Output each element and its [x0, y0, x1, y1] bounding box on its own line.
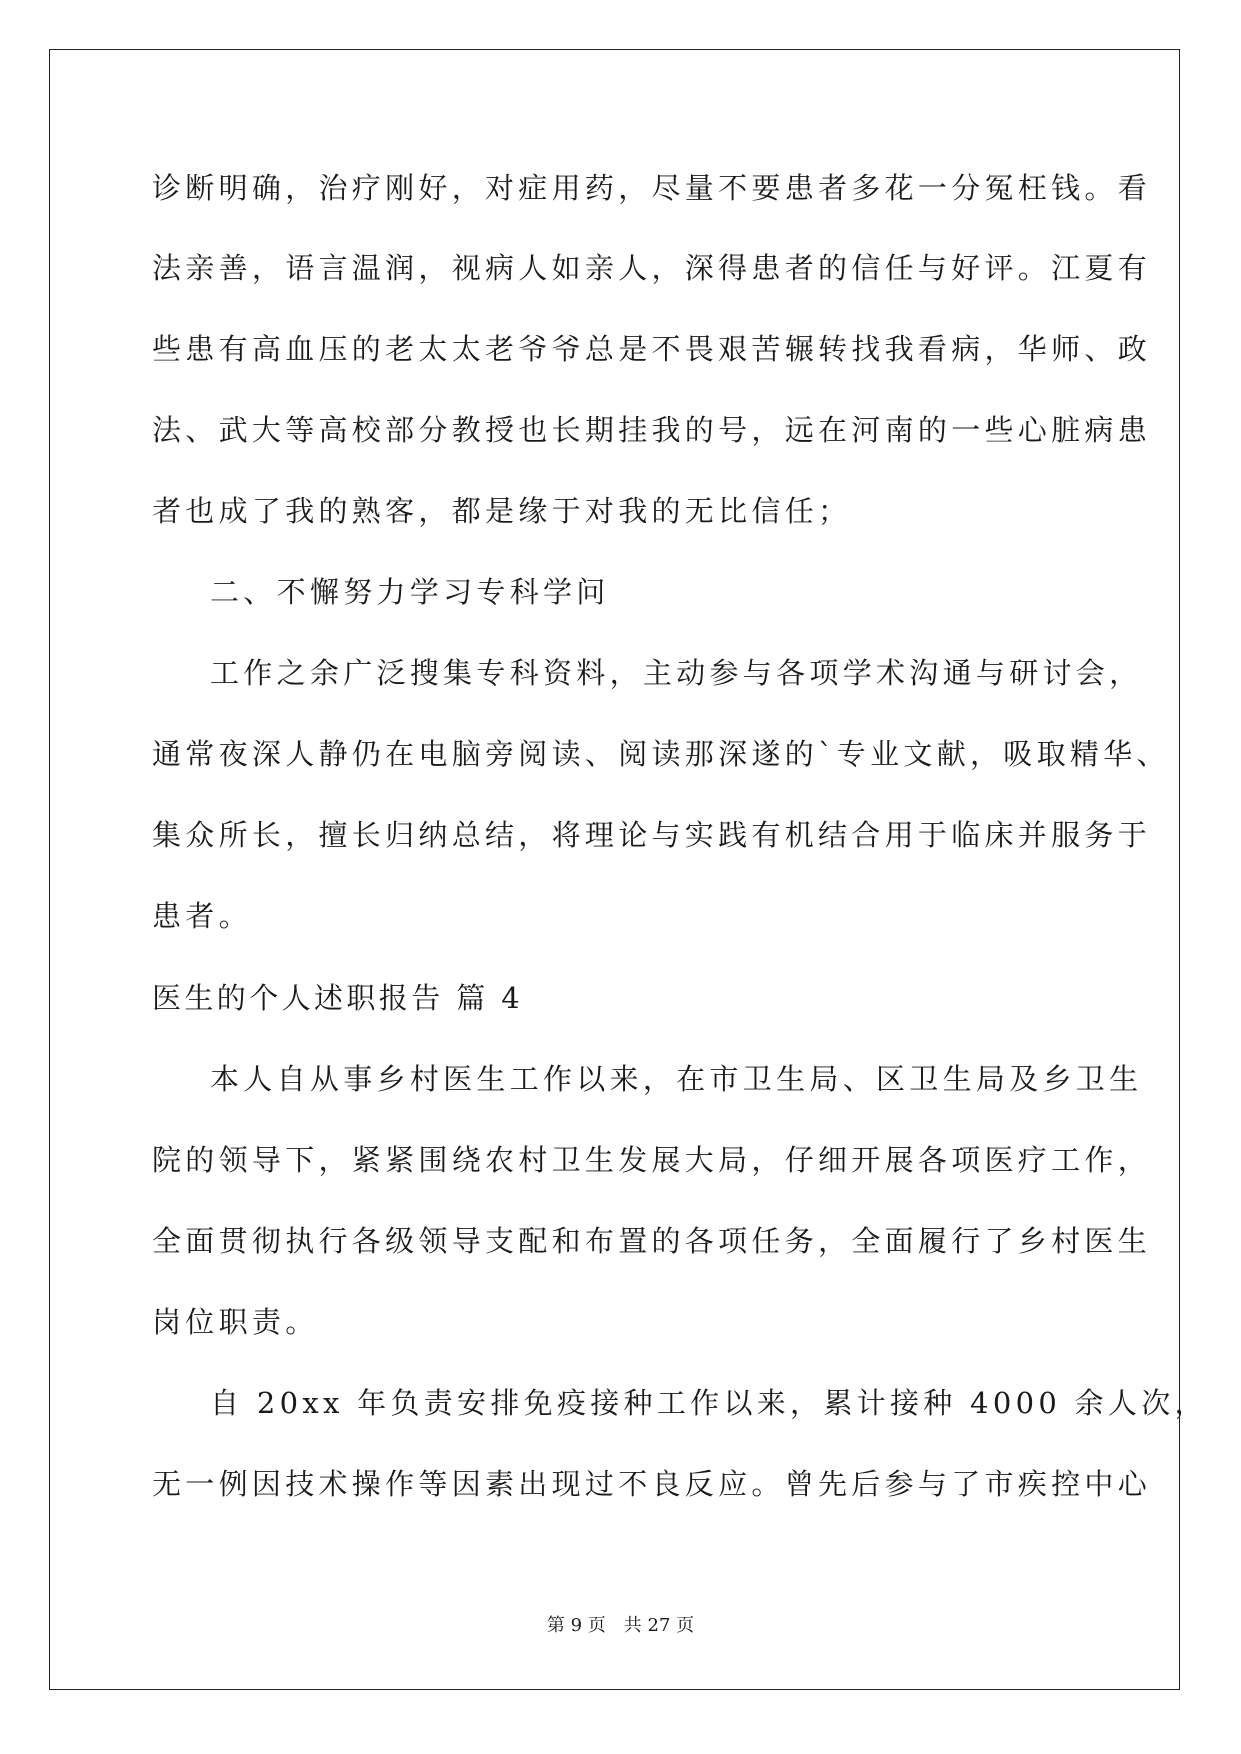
- text-line: 些患有高血压的老太太老爷爷总是不畏艰苦辗转找我看病，华师、政: [152, 332, 1152, 366]
- section-heading: 二、不懈努力学习专科学问: [210, 575, 610, 609]
- article-title: 医生的个人述职报告 篇 4: [152, 981, 524, 1015]
- text-line: 本人自从事乡村医生工作以来，在市卫生局、区卫生局及乡卫生: [210, 1062, 1143, 1096]
- page-number-footer: 第 9 页 共 27 页: [546, 1615, 695, 1636]
- text-line: 工作之余广泛搜集专科资料，主动参与各项学术沟通与研讨会，: [210, 656, 1143, 690]
- page-border: [49, 49, 1180, 1690]
- text-line: 无一例因技术操作等因素出现过不良反应。曾先后参与了市疾控中心: [152, 1467, 1152, 1501]
- text-line: 法亲善，语言温润，视病人如亲人，深得患者的信任与好评。江夏有: [152, 251, 1152, 285]
- text-line: 院的领导下，紧紧围绕农村卫生发展大局，仔细开展各项医疗工作，: [152, 1143, 1152, 1177]
- text-line: 通常夜深人静仍在电脑旁阅读、阅读那深遂的`专业文献，吸取精华、: [152, 737, 1170, 771]
- text-line: 法、武大等高校部分教授也长期挂我的号，远在河南的一些心脏病患: [152, 413, 1152, 447]
- text-line: 自 20xx 年负责安排免疫接种工作以来，累计接种 4000 余人次，: [210, 1386, 1208, 1420]
- text-line: 患者。: [152, 899, 252, 933]
- text-line: 者也成了我的熟客，都是缘于对我的无比信任；: [152, 494, 852, 528]
- text-line: 全面贯彻执行各级领导支配和布置的各项任务，全面履行了乡村医生: [152, 1224, 1152, 1258]
- text-line: 集众所长，擅长归纳总结，将理论与实践有机结合用于临床并服务于: [152, 818, 1152, 852]
- text-line: 诊断明确，治疗刚好，对症用药，尽量不要患者多花一分冤枉钱。看: [152, 171, 1152, 205]
- text-line: 岗位职责。: [152, 1305, 319, 1339]
